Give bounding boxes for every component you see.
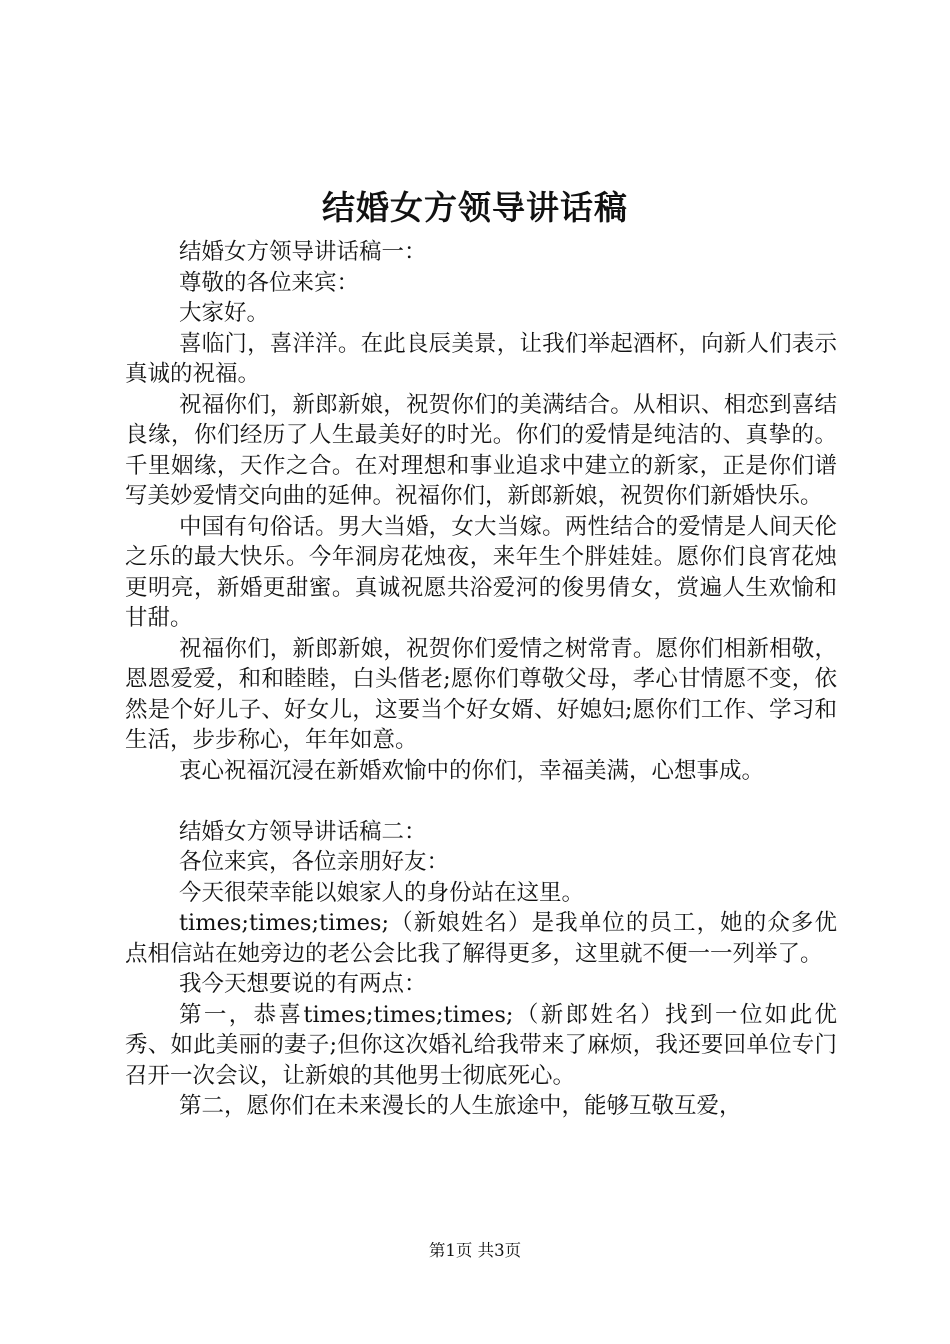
salutation-paragraph: 各位来宾，各位亲朋好友： (179, 849, 450, 875)
document-title: 结婚女方领导讲话稿 (322, 188, 628, 227)
section-one-heading: 结婚女方领导讲话稿一： (179, 239, 427, 265)
body-paragraph: 第二，愿你们在未来漫长的人生旅途中，能够互敬互爱， (179, 1093, 742, 1119)
greeting-paragraph: 大家好。 (179, 300, 270, 326)
body-paragraph: 第一，恭喜times;times;times;（新郎姓名）找到一位如此优秀、如此美丽的妻子;但你这次婚礼给我带来了麻烦，我还要回单位专门召开一次会议，让新娘的其他男士彻底死心。 (125, 1001, 837, 1089)
document-body (125, 237, 837, 1122)
body-paragraph: 祝福你们，新郎新娘，祝贺你们的美满结合。从相识、相恋到喜结良缘，你们经历了人生最美好的时光。你们的爱情是纯洁的、真挚的。千里姻缘，天作之合。在对理想和事业追求中建立的新家，正是你们谱写美妙爱情交向曲的延伸。祝福你们，新郎新娘，祝贺你们新婚快乐。 (125, 391, 837, 509)
section-two-heading: 结婚女方领导讲话稿二： (179, 818, 427, 845)
page-number-footer: 第1页 共3页 (428, 1241, 522, 1260)
body-paragraph: times;times;times;（新娘姓名）是我单位的员工，她的众多优点相信站在她旁边的老公会比我了解得更多，这里就不便一一列举了。 (125, 910, 837, 967)
body-paragraph: 衷心祝福沉浸在新婚欢愉中的你们，幸福美满，心想事成。 (179, 757, 765, 784)
body-paragraph: 今天很荣幸能以娘家人的身份站在这里。 (179, 879, 585, 906)
body-paragraph: 喜临门，喜洋洋。在此良辰美景，让我们举起酒杯，向新人们表示真诚的祝福。 (125, 330, 837, 387)
salutation-paragraph: 尊敬的各位来宾： (179, 269, 360, 296)
body-paragraph: 祝福你们，新郎新娘，祝贺你们爱情之树常青。愿你们相新相敬，恩恩爱爱，和和睦睦，白头偕老;愿你们尊敬父母，孝心甘情愿不变，依然是个好儿子、好女儿，这要当个好女婿、好媳妇;愿你们工作、学习和生活，步步称心，年年如意。 (125, 635, 837, 753)
body-paragraph: 中国有句俗话。男大当婚，女大当嫁。两性结合的爱情是人间天伦之乐的最大快乐。今年洞房花烛夜，来年生个胖娃娃。愿你们良宵花烛更明亮，新婚更甜蜜。真诚祝愿共浴爱河的俊男倩女，赏遍人生欢愉和甘甜。 (125, 513, 837, 631)
body-paragraph: 我今天想要说的有两点： (179, 971, 427, 997)
section-spacer (125, 786, 837, 817)
